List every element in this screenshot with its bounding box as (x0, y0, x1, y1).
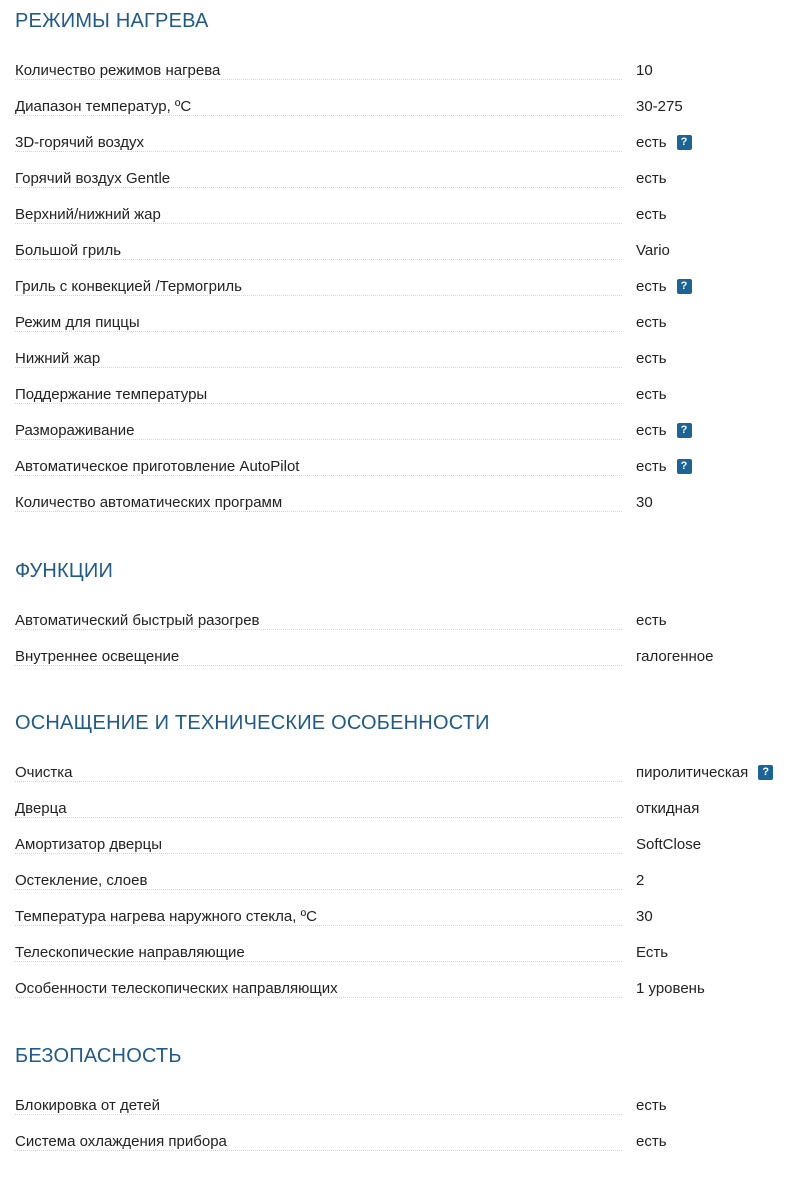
spec-label: Особенности телескопических направляющих (15, 980, 346, 997)
dotted-leader (15, 187, 622, 188)
section-title: БЕЗОПАСНОСТЬ (15, 1045, 182, 1067)
spec-row (15, 124, 782, 160)
spec-value-text: есть (636, 457, 667, 475)
spec-row (15, 1087, 782, 1123)
spec-value-text: 30 (636, 907, 653, 925)
dotted-leader (15, 115, 622, 116)
spec-label: Очистка (15, 764, 80, 781)
dotted-leader (15, 79, 622, 80)
spec-value-text: пиролитическая (636, 763, 749, 781)
dotted-leader (15, 665, 622, 666)
spec-row (15, 304, 782, 340)
spec-row (15, 898, 782, 934)
spec-value (636, 376, 667, 412)
question-mark-help-icon[interactable] (758, 765, 773, 780)
spec-label: Диапазон температур, ºС (15, 98, 199, 115)
section-title: ОСНАЩЕНИЕ И ТЕХНИЧЕСКИЕ ОСОБЕННОСТИ (15, 712, 490, 734)
spec-value (636, 448, 692, 484)
spec-value-text: есть (636, 169, 667, 187)
dotted-leader (15, 367, 622, 368)
dotted-leader (15, 1150, 622, 1151)
spec-label: Гриль с конвекцией /Термогриль (15, 278, 250, 295)
spec-value (636, 638, 713, 674)
spec-label: Амортизатор дверцы (15, 836, 170, 853)
spec-row (15, 1123, 782, 1159)
spec-row (15, 448, 782, 484)
spec-row (15, 232, 782, 268)
dotted-leader (15, 223, 622, 224)
spec-value-text: есть (636, 1096, 667, 1114)
dotted-leader (15, 259, 622, 260)
dotted-leader (15, 853, 622, 854)
spec-label: Телескопические направляющие (15, 944, 253, 961)
spec-value-text: 30-275 (636, 97, 683, 115)
spec-value (636, 1087, 667, 1123)
question-mark-help-icon[interactable] (677, 423, 692, 438)
spec-value-text: 30 (636, 493, 653, 511)
spec-label: Автоматический быстрый разогрев (15, 612, 268, 629)
section-equipment (15, 712, 782, 997)
spec-value-text: есть (636, 313, 667, 331)
spec-label: Верхний/нижний жар (15, 206, 169, 223)
section-safety (15, 1045, 782, 1150)
spec-row (15, 196, 782, 232)
spec-value (636, 160, 667, 196)
spec-label: Количество режимов нагрева (15, 62, 228, 79)
spec-value (636, 826, 701, 862)
section-title: РЕЖИМЫ НАГРЕВА (15, 10, 209, 32)
dotted-leader (15, 961, 622, 962)
spec-row (15, 862, 782, 898)
spec-value (636, 790, 699, 826)
dotted-leader (15, 629, 622, 630)
spec-value (636, 88, 683, 124)
dotted-leader (15, 925, 622, 926)
dotted-leader (15, 511, 622, 512)
spec-value-text: есть (636, 133, 667, 151)
spec-value (636, 52, 653, 88)
spec-row (15, 376, 782, 412)
spec-row (15, 754, 782, 790)
spec-row (15, 52, 782, 88)
spec-label: Остекление, слоев (15, 872, 155, 889)
spec-label: Количество автоматических программ (15, 494, 290, 511)
spec-value-text: есть (636, 421, 667, 439)
spec-value-text: есть (636, 1132, 667, 1150)
question-mark-help-icon[interactable] (677, 459, 692, 474)
dotted-leader (15, 997, 622, 998)
dotted-leader (15, 817, 622, 818)
spec-row (15, 790, 782, 826)
spec-label: Большой гриль (15, 242, 129, 259)
spec-row (15, 484, 782, 520)
spec-label: Блокировка от детей (15, 1097, 168, 1114)
spec-label: Нижний жар (15, 350, 108, 367)
spec-value-text: Есть (636, 943, 669, 961)
spec-value (636, 754, 773, 790)
spec-row (15, 934, 782, 970)
spec-value-text: SoftClose (636, 835, 702, 853)
dotted-leader (15, 439, 622, 440)
dotted-leader (15, 403, 622, 404)
spec-label: Автоматическое приготовление AutoPilot (15, 458, 307, 475)
dotted-leader (15, 331, 622, 332)
spec-value-text: есть (636, 205, 667, 223)
spec-label: Размораживание (15, 422, 142, 439)
spec-value (636, 196, 667, 232)
spec-row (15, 88, 782, 124)
dotted-leader (15, 151, 622, 152)
spec-value (636, 862, 644, 898)
spec-value-text: 2 (636, 871, 645, 889)
dotted-leader (15, 889, 622, 890)
spec-value (636, 1123, 667, 1159)
question-mark-help-icon[interactable] (677, 279, 692, 294)
section-title: ФУНКЦИИ (15, 560, 114, 582)
spec-row (15, 160, 782, 196)
spec-row (15, 340, 782, 376)
spec-value (636, 124, 692, 160)
section-heating-modes (15, 10, 782, 511)
spec-value-text: 1 уровень (636, 979, 705, 997)
spec-label: Дверца (15, 800, 75, 817)
spec-value-text: 10 (636, 61, 653, 79)
spec-value-text: есть (636, 349, 667, 367)
spec-value-text: есть (636, 277, 667, 295)
spec-label: Система охлаждения прибора (15, 1133, 235, 1150)
dotted-leader (15, 475, 622, 476)
spec-label: Внутреннее освещение (15, 648, 187, 665)
spec-value-text: галогенное (636, 647, 714, 665)
spec-value-text: есть (636, 385, 667, 403)
spec-value-text: откидная (636, 799, 700, 817)
dotted-leader (15, 781, 622, 782)
spec-value (636, 484, 653, 520)
section-functions (15, 560, 782, 665)
spec-label: 3D-горячий воздух (15, 134, 152, 151)
spec-label: Горячий воздух Gentle (15, 170, 178, 187)
dotted-leader (15, 1114, 622, 1115)
spec-value-text: Vario (636, 241, 670, 259)
question-mark-help-icon[interactable] (677, 135, 692, 150)
spec-value (636, 340, 667, 376)
spec-row (15, 638, 782, 674)
spec-value (636, 934, 668, 970)
spec-row (15, 412, 782, 448)
spec-label: Температура нагрева наружного стекла, ºС (15, 908, 325, 925)
spec-label: Режим для пиццы (15, 314, 148, 331)
spec-row (15, 268, 782, 304)
dotted-leader (15, 295, 622, 296)
spec-value (636, 304, 667, 340)
spec-value-text: есть (636, 611, 667, 629)
spec-label: Поддержание температуры (15, 386, 215, 403)
spec-value (636, 898, 653, 934)
spec-row (15, 826, 782, 862)
spec-value (636, 970, 705, 1006)
spec-row (15, 970, 782, 1006)
spec-value (636, 412, 692, 448)
spec-value (636, 232, 670, 268)
spec-value (636, 268, 692, 304)
spec-row (15, 602, 782, 638)
spec-value (636, 602, 667, 638)
